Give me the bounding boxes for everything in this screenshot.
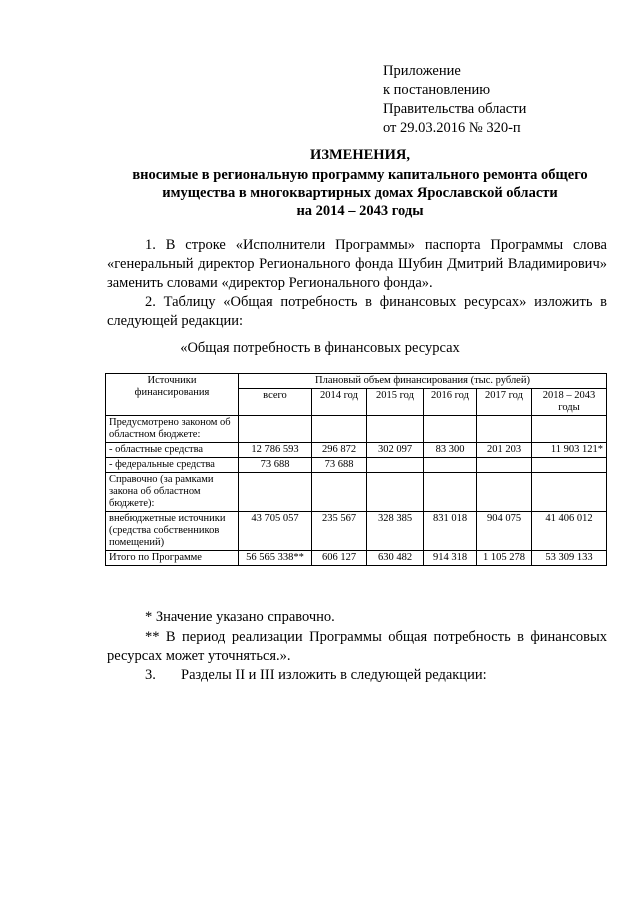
paragraph-3-text: Разделы II и III изложить в следующей редакции: xyxy=(181,667,487,683)
table-cell: 296 872 xyxy=(312,443,367,458)
row-label: Предусмотрено законом об областном бюджете: xyxy=(106,416,239,443)
appendix-line: к постановлению xyxy=(383,82,491,98)
document-subtitle-line: вносимые в региональную программу капитального ремонта общего xyxy=(132,167,588,183)
table-cell: 12 786 593 xyxy=(239,443,312,458)
footnote-1: * Значение указано справочно. xyxy=(145,609,335,625)
table-row xyxy=(106,551,607,566)
table-title: «Общая потребность в финансовых ресурсах xyxy=(180,340,460,356)
column-header: 2016 год xyxy=(424,389,477,416)
table-cell: 43 705 057 xyxy=(239,512,312,551)
row-label: - федеральные средства xyxy=(106,458,239,473)
table-cell: 53 309 133 xyxy=(532,551,607,566)
table-row xyxy=(106,512,607,551)
table-row xyxy=(106,416,607,443)
column-header: 2014 год xyxy=(312,389,367,416)
paragraph-2: 2. Таблицу «Общая потребность в финансовых ресурсах» изложить в следующей редакции: xyxy=(107,294,607,329)
header-sources: Источники финансирования xyxy=(106,374,239,416)
table-cell: 1 105 278 xyxy=(477,551,532,566)
column-header: 2015 год xyxy=(367,389,424,416)
row-label: Справочно (за рамками закона об областном бюджете): xyxy=(106,473,239,512)
table-cell: 914 318 xyxy=(424,551,477,566)
row-label: Итого по Программе xyxy=(106,551,239,566)
table-cell: 904 075 xyxy=(477,512,532,551)
table-cell: 56 565 338** xyxy=(239,551,312,566)
header-planned: Плановый объем финансирования (тыс. рублей) xyxy=(239,374,607,389)
column-header: 2017 год xyxy=(477,389,532,416)
row-label: - областные средства xyxy=(106,443,239,458)
footnote-2: ** В период реализации Программы общая потребность в финансовых ресурсах может уточняться.». xyxy=(107,629,607,664)
table-cell: 83 300 xyxy=(424,443,477,458)
table-cell: 41 406 012 xyxy=(532,512,607,551)
table-header-row xyxy=(106,374,607,389)
table-cell: 201 203 xyxy=(477,443,532,458)
row-label: внебюджетные источники (средства собственников помещений) xyxy=(106,512,239,551)
table-cell: 11 903 121* xyxy=(532,443,607,458)
table-row xyxy=(106,443,607,458)
table-cell: 235 567 xyxy=(312,512,367,551)
appendix-line: Правительства области xyxy=(383,101,527,117)
paragraph-1: 1. В строке «Исполнители Программы» паспорта Программы слова «генеральный директор Регионального фонда Шубин Дмитрий Владимирович» заменить словами «директор Регионального фонда». xyxy=(107,237,607,291)
appendix-line: Приложение xyxy=(383,63,461,79)
table-cell: 328 385 xyxy=(367,512,424,551)
paragraph-3 xyxy=(107,666,607,685)
table-cell: 302 097 xyxy=(367,443,424,458)
financing-table xyxy=(105,373,607,566)
column-header: всего xyxy=(239,389,312,416)
document-subtitle-line: имущества в многоквартирных домах Ярославской области xyxy=(162,185,558,201)
table-cell: 606 127 xyxy=(312,551,367,566)
table-cell: 630 482 xyxy=(367,551,424,566)
table-cell: 831 018 xyxy=(424,512,477,551)
table-cell: 73 688 xyxy=(239,458,312,473)
appendix-line: от 29.03.2016 № 320-п xyxy=(383,120,521,136)
paragraph-3-number: 3. xyxy=(145,667,156,683)
column-header: 2018 – 2043 годы xyxy=(532,389,607,416)
document-title: ИЗМЕНЕНИЯ, xyxy=(310,147,410,163)
document-subtitle-line: на 2014 – 2043 годы xyxy=(296,203,424,219)
table-row xyxy=(106,473,607,512)
appendix-header xyxy=(383,62,526,138)
table-cell: 73 688 xyxy=(312,458,367,473)
table-row xyxy=(106,458,607,473)
